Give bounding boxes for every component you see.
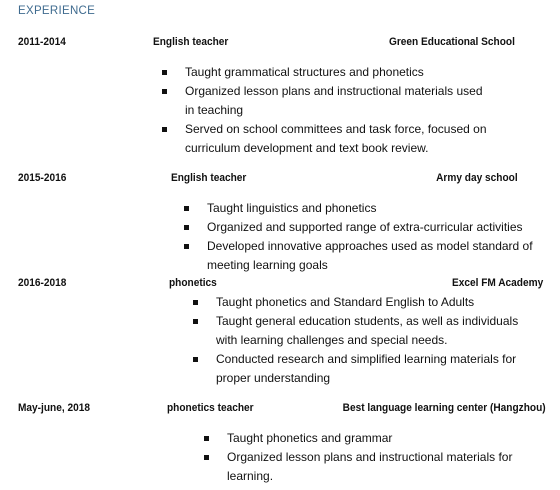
- list-item: Organized lesson plans and instructional materials used in teaching: [162, 82, 492, 120]
- list-item: Taught linguistics and phonetics: [184, 199, 544, 218]
- list-item: Taught phonetics and Standard English to Adults: [193, 293, 538, 312]
- bullet-icon: [193, 319, 198, 324]
- entry-role: phonetics: [169, 277, 217, 289]
- entry-bullets: [193, 293, 538, 388]
- entry-dates: 2016-2018: [18, 277, 67, 289]
- entry-organization: Best language learning center (Hangzhou): [343, 402, 546, 414]
- entry-dates: 2015-2016: [18, 172, 67, 184]
- bullet-icon: [193, 357, 198, 362]
- list-item: Conducted research and simplified learning materials for proper understanding: [193, 350, 538, 388]
- bullet-icon: [162, 127, 167, 132]
- entry-bullets: [204, 429, 529, 486]
- list-item: Organized lesson plans and instructional materials for learning.: [204, 448, 529, 486]
- bullet-icon: [204, 455, 209, 460]
- bullet-icon: [204, 436, 209, 441]
- entry-bullets: [162, 63, 492, 158]
- list-item: Taught phonetics and grammar: [204, 429, 529, 448]
- entry-organization: Army day school: [436, 172, 518, 184]
- bullet-icon: [184, 206, 189, 211]
- entry-organization: Excel FM Academy: [451, 277, 543, 289]
- entry-role: English teacher: [153, 36, 229, 48]
- list-item: Organized and supported range of extra-curricular activities: [184, 218, 544, 237]
- list-item: Taught general education students, as well as individuals with learning challenges and special needs.: [193, 312, 538, 350]
- entry-role: phonetics teacher: [167, 402, 254, 414]
- bullet-icon: [162, 89, 167, 94]
- bullet-icon: [184, 244, 189, 249]
- list-item: Taught grammatical structures and phonetics: [162, 63, 492, 82]
- entry-dates: 2011-2014: [18, 36, 66, 48]
- bullet-icon: [184, 225, 189, 230]
- bullet-icon: [193, 300, 198, 305]
- section-title: EXPERIENCE: [18, 5, 96, 17]
- entry-dates: May-june, 2018: [18, 402, 91, 414]
- list-item: Served on school committees and task force, focused on curriculum development and text book review.: [162, 120, 492, 158]
- entry-organization: Green Educational School: [389, 36, 515, 48]
- list-item: Developed innovative approaches used as model standard of meeting learning goals: [184, 237, 544, 275]
- entry-role: English teacher: [171, 172, 247, 184]
- bullet-icon: [162, 70, 167, 75]
- entry-bullets: [184, 199, 544, 275]
